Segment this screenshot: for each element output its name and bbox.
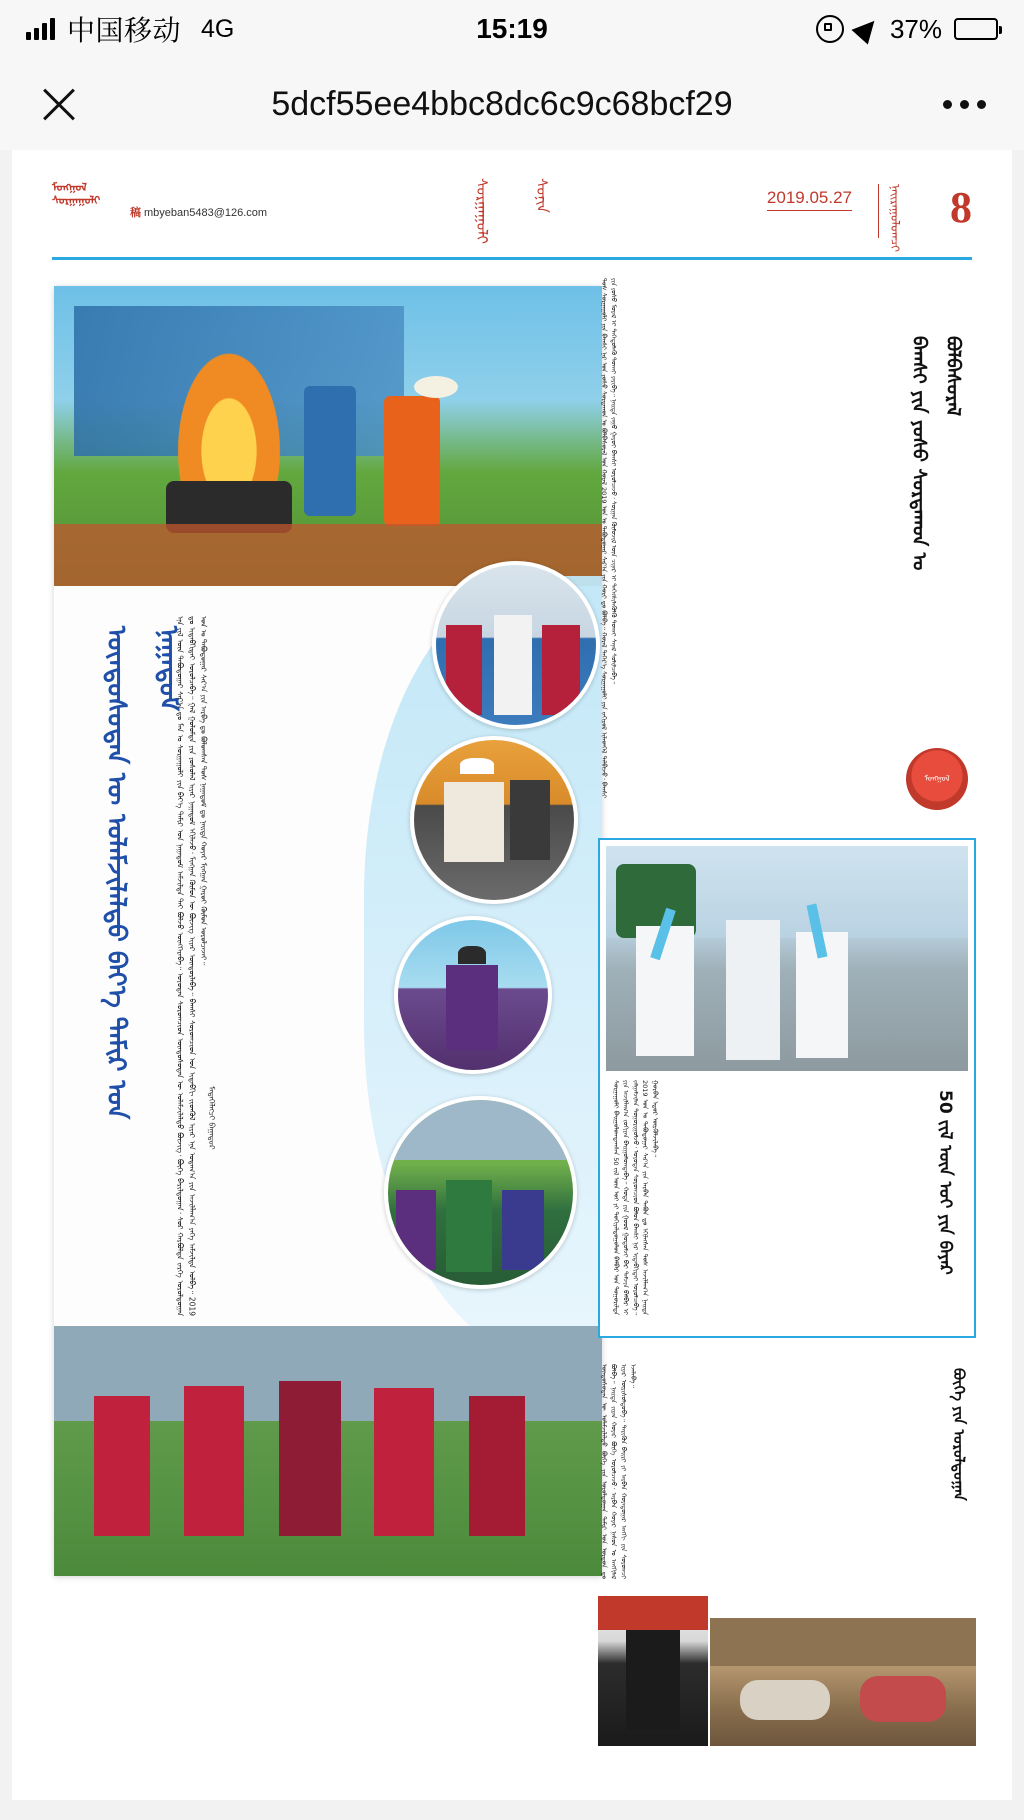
masthead-title-right: ᠰᠣᠨᠢᠨ bbox=[533, 178, 551, 213]
newspaper-seal-icon: ᠮᠣᠩᠭᠣᠯ bbox=[906, 748, 968, 810]
right-top-article-body: ᠲᠤᠰ ᠰᠤᠷᠭᠠᠭᠤᠯᠢ ᠶᠢᠨ ᠪᠠᠭᠰᠢ ᠨᠠᠷ ᠤᠨ ᠶᠣᠰᠣ ᠰᠤᠷᠲᠠᠬᠤᠨ ᠤ ᠪᠣᠯᠪᠠᠰᠤᠷᠠᠯ ᠤᠨ ᠬᠤᠷᠠᠯ 2019 ᠣᠨ ᠤ ᠲᠠᠪᠤᠳᠤᠭᠠᠷ ᠰᠠᠷ᠎ᠠ ᠶᠢᠨ ᠬᠣᠷᠢ ᠳᠤ ᠪᠣᠯᠪᠠ᠃ ᠬᠤᠷᠠᠯ ᠳᠡᠭᠡᠷ᠎ᠡ ᠰᠤᠷᠭᠠᠭᠤᠯᠢ ᠶᠢᠨ ᠵᠠᠬᠢᠷᠤᠯ ᠢᠯᠡᠳᠬᠡᠯ ᠲᠠᠯᠪᠢᠵᠤ᠂ ᠪᠠᠭᠰᠢ ᠶᠢᠨ ᠶᠣᠰᠣ ᠮᠣᠷᠠᠯ ᠢ ᠳᠡᠭᠡᠳᠦᠯᠡᠬᠦ ᠲᠤᠬᠠᠢ ᠶᠠᠷᠢᠪᠠ᠃ ᠨᠡᠢᠲᠡ ᠵᠠᠭᠤ ᠭᠠᠷᠤᠢ ᠪᠠᠭᠰᠢ ᠣᠷᠣᠯᠴᠠᠵᠤ᠂ ᠰᠤᠷᠭᠠᠨ ᠬᠥᠮᠦᠵᠢᠯ ᠦᠨ ᠴᠢᠨᠠᠷ ᠢ ᠳᠡᠭᠡᠭᠰᠢᠯᠡᠭᠦᠯᠬᠦ ᠲᠤᠬᠠᠢ ᠰᠠᠨᠠᠯ ᠰᠣᠯᠢᠯᠴᠠᠪᠠ᠃ bbox=[599, 278, 618, 798]
right-boxed-article bbox=[598, 838, 976, 1338]
status-bar-left bbox=[26, 9, 816, 49]
right-top-article-title: ᠪᠠᠭᠰᠢ ᠶᠢᠨ ᠶᠣᠰᠣ ᠰᠤᠷᠲᠠᠬᠤᠨ ᠤ ᠪᠣᠯᠪᠠᠰᠤᠷᠠᠯ bbox=[908, 336, 964, 571]
right-bottom-article-title: ᠪᠥᠬᠡ ᠶᠢᠨ ᠤᠷᠤᠯᠳᠤᠭᠠᠨ bbox=[950, 1368, 968, 1501]
network-type-label: 4G bbox=[201, 14, 235, 43]
location-arrow-icon bbox=[851, 13, 882, 44]
masthead-divider bbox=[52, 257, 972, 260]
right-top-article bbox=[598, 278, 976, 838]
page-content bbox=[48, 278, 976, 1778]
rotation-lock-icon bbox=[816, 15, 844, 43]
feature-article bbox=[54, 286, 602, 1576]
fire-ceremony-photo bbox=[54, 286, 602, 586]
right-boxed-article-body: ᠰᠤᠷᠭᠠᠭᠤᠯᠢ ᠪᠠᠢᠭᠤᠯᠤᠭᠳᠠᠭᠰᠠᠨ 50 ᠵᠢᠯ ᠦᠨ ᠣᠢ ᠶᠢ ᠲᠣᠬᠢᠶᠠᠯᠳᠤᠭᠤᠯᠤᠨ ᠪᠠᠮᠪᠠᠷ ᠤᠨ ᠲᠤᠭᠤᠷᠢᠯᠲᠠ ᠶᠢᠨ ᠠᠵᠢᠯᠯᠠᠭ᠎ᠠ ᠵᠣᠬᠢᠶᠠᠨ ᠪᠠᠢᠭᠤᠯᠤᠭᠳᠠᠪᠠ᠃ ᠬᠣᠲᠠ ᠶᠢᠨ ᠭᠣᠣᠯ ᠭᠤᠳᠤᠮᠵᠢ ᠪᠠᠷ ᠳᠠᠮᠵᠢᠨ ᠪᠠᠮᠪᠠᠷ ᠢ ᠵᠠᠯᠭᠠᠮᠵᠢᠯᠠᠨ ᠲᠤᠭᠤᠷᠢᠭᠤᠯᠵᠤ᠂ ᠣᠶᠤᠲᠠᠨ ᠰᠤᠷᠤᠭᠴᠢᠳ ᠪᠣᠯᠤᠨ ᠪᠠᠭᠰᠢ ᠨᠠᠷ ᠢᠳᠡᠪᠬᠢᠲᠡᠢ ᠣᠷᠣᠯᠴᠠᠪᠠ᠃ 2019 ᠣᠨ ᠤ ᠲᠠᠪᠤᠳᠤᠭᠠᠷ ᠰᠠᠷ᠎ᠠ ᠶᠢᠨ ᠠᠷᠪᠠᠨ ᠲᠠᠪᠤᠨ ᠳᠤ ᠡᠬᠢᠯᠡᠭᠰᠡᠨ ᠲᠤᠰ ᠠᠵᠢᠯᠯᠠᠭ᠎ᠠ ᠨᠡᠢᠲᠡ ᠭᠤᠷᠪᠠᠨ ᠡᠳᠦᠷ ᠦᠷᠭᠦᠯᠵᠢᠯᠡᠪᠡ᠃ bbox=[611, 1080, 659, 1315]
feature-byline: ᠮᠡᠳᠡᠭᠡᠯᠡᠭᠴᠢ ᠪᠠᠭᠠᠲᠤᠷ bbox=[207, 1086, 216, 1150]
wrestler-portrait-photo bbox=[598, 1596, 708, 1746]
feature-body-text: ᠡᠨᠡ ᠵᠢᠯ ᠦᠨ ᠲᠠᠪᠤᠳᠤᠭᠠᠷ ᠰᠠᠷ᠎ᠠ ᠳᠤ ᠮᠠᠨ ᠤ ᠰᠤᠷᠭᠠᠭᠤᠯᠢ ᠶᠢᠨ ᠪᠡᠶ᠎ᠡ ᠲᠠᠮᠢᠷ ᠤᠨ ᠨᠠᠭᠠᠳᠤᠮ ᠠᠮᠵᠢᠯᠲᠠ ᠲᠠᠢ ᠪᠣᠯᠵᠤ ᠦᠩᠭᠡᠷᠡᠪᠡ᠃ ᠣᠶᠤᠲᠠᠨ ᠰᠤᠷᠤᠭᠴᠢᠳ ᠦᠨᠳᠦᠰᠦᠲᠡᠨ ᠦ ᠤᠯᠠᠮᠵᠢᠯᠠᠯᠲᠤ ᠪᠦᠵᠢᠭ᠂ ᠪᠥᠬᠡ ᠪᠠᠷᠢᠯᠳᠤᠭᠠᠨ᠂ ᠰᠤᠷ ᠬᠠᠷᠪᠤᠯᠲᠠ ᠵᠡᠷᠭᠡ ᠤᠷᠤᠯᠳᠤᠭᠠᠨ ᠳᠤ ᠢᠳᠡᠪᠬᠢᠲᠡᠢ ᠣᠷᠣᠯᠴᠠᠪᠠ᠃ ᠭᠠᠯ ᠭᠣᠯᠣᠮᠲᠠ ᠶᠢᠨ ᠶᠣᠰᠣᠯᠠᠯ ᠢᠶᠠᠷ ᠨᠠᠭᠠᠳᠤᠮ ᠡᠬᠢᠯᠡᠵᠦ᠂ ᠮᠢᠩᠭᠠᠨ ᠬᠥᠮᠦᠨ ᠦ ᠪᠦᠵᠢᠭ ᠢᠶᠡᠷ ᠥᠨᠳᠥᠷᠯᠡᠪᠡ᠃ ᠪᠠᠭᠰᠢ ᠰᠤᠷᠤᠭᠴᠢᠳ ᠤᠨ ᠢᠳᠡᠪᠬᠢ ᠵᠢᠳᠬᠦᠯ ᠢᠶᠡᠷ ᠡᠨᠡ ᠤᠳᠠᠭ᠎ᠠ ᠶᠢᠨ ᠠᠵᠢᠯᠯᠠᠭ᠎ᠠ ᠶᠡᠬᠡ ᠠᠮᠵᠢᠯᠲᠠ ᠣᠯᠪᠠ᠃ 2019 ᠣᠨ ᠤ ᠲᠠᠪᠤᠳᠤᠭᠠᠷ ᠰᠠᠷ᠎ᠠ ᠶᠢᠨ ᠠᠷᠪᠠ ᠳᠤ ᠪᠣᠯᠤᠭᠰᠠᠨ ᠲᠤᠰ ᠨᠠᠭᠠᠳᠤᠮ ᠳᠤ ᠨᠡᠢᠲᠡ ᠬᠣᠶᠠᠷ ᠮᠢᠩᠭᠠᠨ ᠭᠠᠷᠤᠢ ᠬᠥᠮᠦᠨ ᠣᠷᠣᠯᠴᠠᠵᠠᠢ᠃ bbox=[175, 616, 208, 1316]
masthead-logo: ᠮᠣᠩᠭᠣᠯ ᠰᠤᠷᠭᠠᠭᠤᠯᠢ bbox=[52, 181, 101, 207]
page-title: 5dcf55ee4bbc8dc6c9c68bcf29 bbox=[271, 84, 733, 123]
archery-circle-photo bbox=[394, 916, 552, 1074]
wrestling-circle-photo bbox=[410, 736, 578, 904]
masthead-section-label: ᠨᠠᠢᠷᠠᠭᠤᠯᠤᠭᠴᠢ bbox=[878, 184, 906, 238]
newspaper-masthead bbox=[52, 178, 972, 256]
torch-relay-photo bbox=[606, 846, 968, 1071]
feature-headline: ᠦᠨᠳᠦᠰᠦᠲᠡᠨ ᠦ ᠤᠯᠠᠮᠵᠢᠯᠠᠯᠲᠤ ᠪᠡᠶ᠎ᠡ ᠲᠠᠮᠢᠷ ᠤᠨ ᠨᠠᠭᠠᠳᠤᠮ bbox=[101, 626, 183, 1120]
battery-icon bbox=[954, 18, 998, 40]
status-bar bbox=[0, 0, 1024, 58]
group-dance-circle-photo bbox=[384, 1096, 577, 1289]
masthead-email-address: mbyeban5483@126.com bbox=[144, 207, 268, 219]
masthead-date: 2019.05.27 bbox=[767, 188, 852, 211]
right-bottom-article-body: ᠦᠨᠳᠦᠰᠦᠲᠡᠨ ᠦ ᠤᠯᠠᠮᠵᠢᠯᠠᠯᠲᠤ ᠪᠥᠬᠡ ᠶᠢᠨ ᠤᠷᠤᠯᠳᠤᠭᠠᠨ ᠲᠠᠮᠢᠷ ᠤᠨ ᠣᠷᠳᠣᠨ ᠳᠤ ᠪᠣᠯᠪᠠ᠃ ᠨᠡᠢᠲᠡ ᠵᠢᠷᠠᠨ ᠬᠣᠶᠠᠷ ᠪᠥᠬᠡ ᠣᠷᠣᠯᠴᠠᠵᠤ᠂ ᠠᠷᠪᠠᠨ ᠬᠣᠶᠠᠷ ᠨᠠᠰᠤᠨ ᠤ ᠠᠩᠭᠢᠯᠠᠯ ᠢᠶᠠᠷ ᠥᠷᠢᠰᠦᠯᠳᠦᠪᠡ᠃ ᠲᠡᠷᠢᠭᠦᠨ ᠪᠠᠢᠷᠢ ᠶᠢ ᠠᠷᠪᠠᠨ ᠬᠣᠶᠠᠳᠤᠭᠠᠷ ᠠᠩᠭᠢ ᠶᠢᠨ ᠰᠤᠷᠤᠭᠴᠢ ᠡᠵᠡᠯᠡᠪᠡ᠃ bbox=[599, 1364, 637, 1579]
dance-circle-photo bbox=[432, 561, 600, 729]
masthead-title-group bbox=[469, 178, 555, 244]
masthead-email-prefix: 稿 bbox=[130, 207, 141, 219]
wrestling-match-photo bbox=[710, 1618, 976, 1746]
right-bottom-article bbox=[598, 1358, 976, 1588]
carrier-label: 中国移动 bbox=[67, 15, 182, 46]
masthead-title-left: ᠰᠤᠷᠭᠠᠭᠤᠯᠢ bbox=[473, 178, 491, 244]
nav-bar bbox=[0, 58, 1024, 150]
right-column bbox=[598, 278, 976, 1778]
newspaper-page-image[interactable] bbox=[12, 150, 1012, 1800]
costume-dance-photo bbox=[54, 1326, 602, 1576]
status-bar-right bbox=[816, 14, 998, 45]
close-icon[interactable] bbox=[38, 83, 80, 125]
masthead-page-number: 8 bbox=[950, 183, 972, 232]
battery-percent-label: 37% bbox=[889, 13, 942, 44]
status-bar-clock: 15:19 bbox=[476, 13, 548, 44]
more-options-icon[interactable] bbox=[943, 100, 986, 109]
left-column bbox=[48, 278, 618, 1778]
signal-bars-icon bbox=[26, 18, 55, 40]
masthead-email bbox=[130, 204, 267, 220]
right-boxed-article-title: 50 ᠵᠢᠯ ᠦᠨ ᠣᠢ ᠶᠢᠨ ᠪᠠᠶᠠᠷ bbox=[935, 1090, 955, 1275]
